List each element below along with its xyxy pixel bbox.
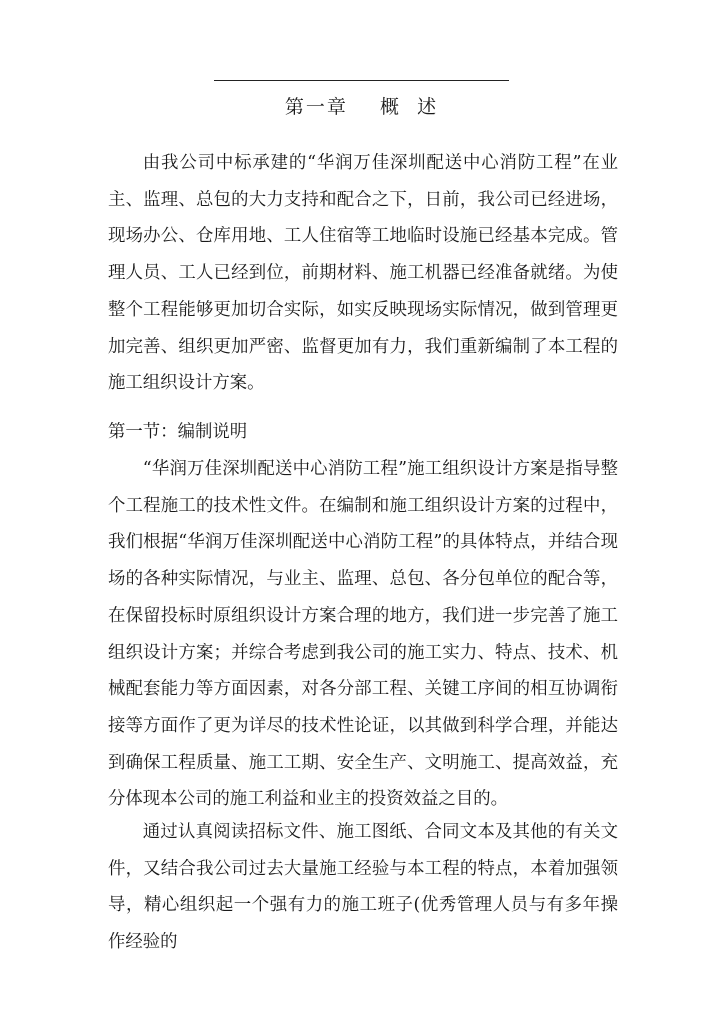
chapter-title: 第一章 概 述 [284,96,439,118]
description-paragraph: “华润万佳深圳配送中心消防工程”施工组织设计方案是指导整个工程施工的技术性文件。在编制和施工组织设计方案的过程中，我们根据“华润万佳深圳配送中心消防工程”的具体特点，并结合现场的各种实际情况，与业主、监理、总包、各分包单位的配合等，在保留投标时原组织设计方案合理的地方，我们进一步完善了施工组织设计方案；并综合考虑到我公司的施工实力、特点、技术、机械配套能力等方面因素，对各分部工程、关键工序间的相互协调衔接等方面作了更为详尽的技术性论证，以其做到科学合理，并能达到确保工程质量、施工工期、安全生产、文明施工、提高效益，充分体现本公司的施工利益和业主的投资效益之目的。 [108,459,618,810]
section-heading: 第一节：编制说明 [108,422,248,442]
continuation-paragraph: 通过认真阅读招标文件、施工图纸、合同文本及其他的有关文件，又结合我公司过去大量施工经验与本工程的特点，本着加强领导，精心组织起一个强有力的施工班子(优秀管理人员与有多年操作经验的 [108,822,618,953]
intro-paragraph: 由我公司中标承建的“华润万佳深圳配送中心消防工程”在业主、监理、总包的大力支持和配合之下，日前，我公司已经进场，现场办公、仓库用地、工人住宿等工地临时设施已经基本完成。管理人员、工人已经到位，前期材料、施工机器已经准备就绪。为使整个工程能够更加切合实际，如实反映现场实际情况，做到管理更加完善、组织更加严密、监督更加有力，我们重新编制了本工程的施工组织设计方案。 [108,153,618,394]
header-rule [214,80,509,81]
